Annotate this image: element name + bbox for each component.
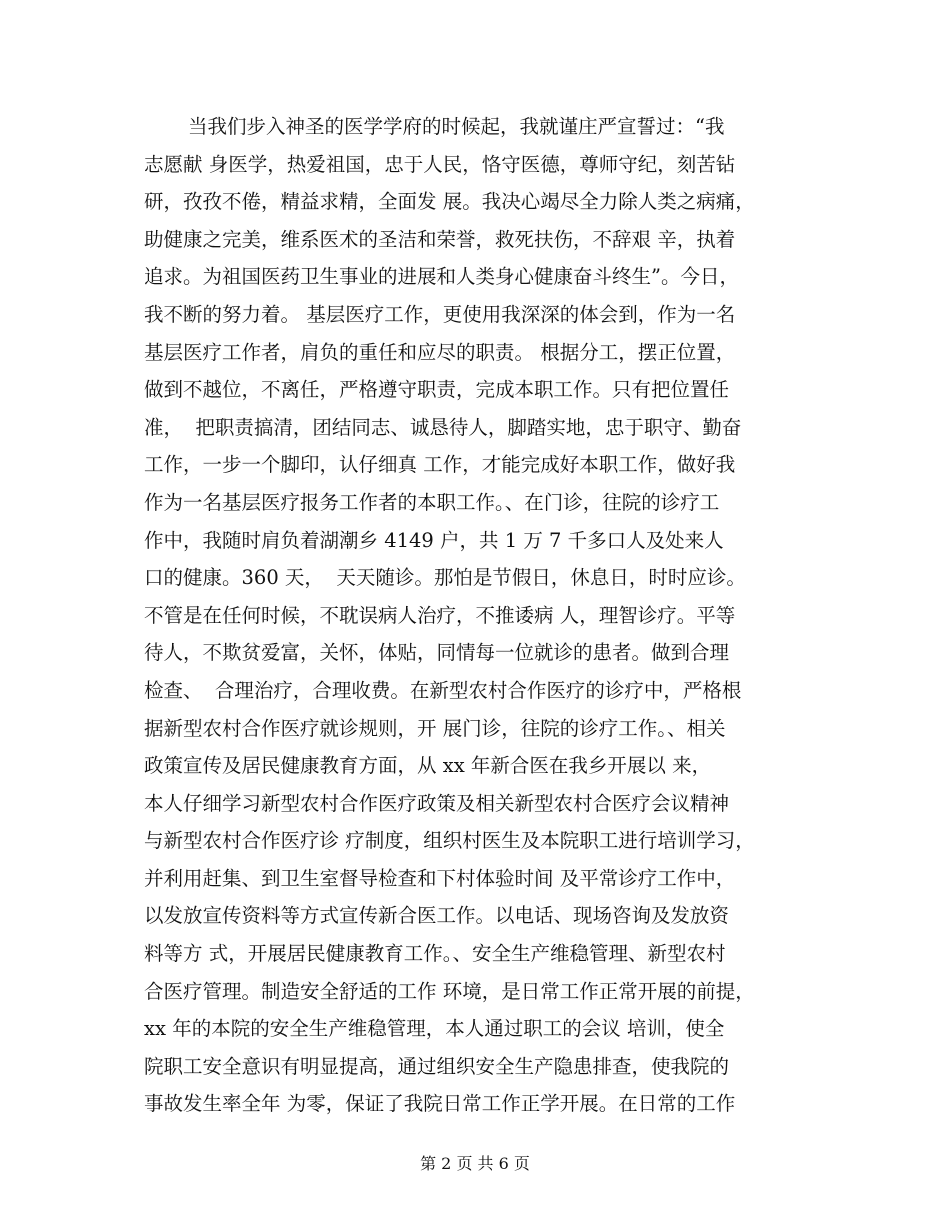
text-line: 以发放宣传资料等方式宣传新合医工作。以电话、现场咨询及发放资 [144,904,730,928]
text-line: 志愿献 身医学，热爱祖国，忠于人民，恪守医德，尊师守纪，刻苦钻 [144,152,736,176]
text-line: 我不断的努力着。 基层医疗工作，更使用我深深的体会到，作为一名 [144,302,736,326]
text-line: 研，孜孜不倦，精益求精，全面发 展。我决心竭尽全力除人类之病痛， [144,190,755,214]
text-line: 工作，一步一个脚印，认仔细真 工作，才能完成好本职工作，做好我 [144,453,736,477]
text-line: 事故发生率全年 为零，保证了我院日常工作正学开展。在日常的工作 [144,1092,736,1116]
text-line: 助健康之完美，维系医术的圣洁和荣誉，救死扶伤，不辞艰 辛，执着 [144,227,736,251]
text-line: 追求。为祖国医药卫生事业的进展和人类身心健康奋斗终生”。今日， [144,265,739,289]
text-line: 政策宣传及居民健康教育方面，从 xx 年新合医在我乡开展以 来， [144,754,712,778]
text-line: 做到不越位，不离任，严格遵守职责，完成本职工作。只有把位置任 [144,378,730,402]
text-line: 作中，我随时肩负着湖潮乡 4149 户，共 1 万 7 千多口人及处来人 [144,528,724,552]
text-line: xx 年的本院的安全生产维稳管理，本人通过职工的会议 培训，使全 [144,1017,725,1041]
text-line: 准， 把职责搞清，团结同志、诚恳待人，脚踏实地，忠于职守、勤奋 [144,415,742,439]
page-number-footer: 第 2 页 共 6 页 [420,1154,530,1173]
text-line: 据新型农村合作医疗就诊规则，开 展门诊，往院的诊疗工作。、相关 [144,716,726,740]
text-line: 口的健康。360 天， 天天随诊。那怕是节假日，休息日，时时应诊。 [144,566,746,590]
document-body [144,108,824,1123]
text-line: 基层医疗工作者，肩负的重任和应尽的职责。 根据分工，摆正位置， [144,340,736,364]
text-line: 作为一名基层医疗报务工作者的本职工作。、在门诊，往院的诊疗工 [144,490,720,514]
text-line: 待人，不欺贫爱富，关怀，体贴，同情每一位就诊的患者。做到合理 [144,641,730,665]
text-line: 院职工安全意识有明显提高，通过组织安全生产隐患排查，使我院的 [144,1054,730,1078]
text-line: 检查、 合理治疗，合理收费。在新型农村合作医疗的诊疗中，严格根 [144,678,742,702]
text-line: 不管是在任何时候，不耽误病人治疗，不推诿病 人，理智诊疗。平等 [144,603,736,627]
text-line: 合医疗管理。制造安全舒适的工作 环境，是日常工作正常开展的前提， [144,979,755,1003]
text-line: 料等方 式，开展居民健康教育工作。、安全生产维稳管理、新型农村 [144,942,726,966]
text-line: 并利用赶集、到卫生室督导检查和下村体验时间 及平常诊疗工作中， [144,866,736,890]
text-line: 与新型农村合作医疗诊 疗制度，组织村医生及本院职工进行培训学习， [144,829,755,853]
text-line: 本人仔细学习新型农村合作医疗政策及相关新型农村合医疗会议精神 [144,791,730,815]
text-line: 当我们步入神圣的医学学府的时候起，我就谨庄严宣誓过：“我 [188,115,725,138]
